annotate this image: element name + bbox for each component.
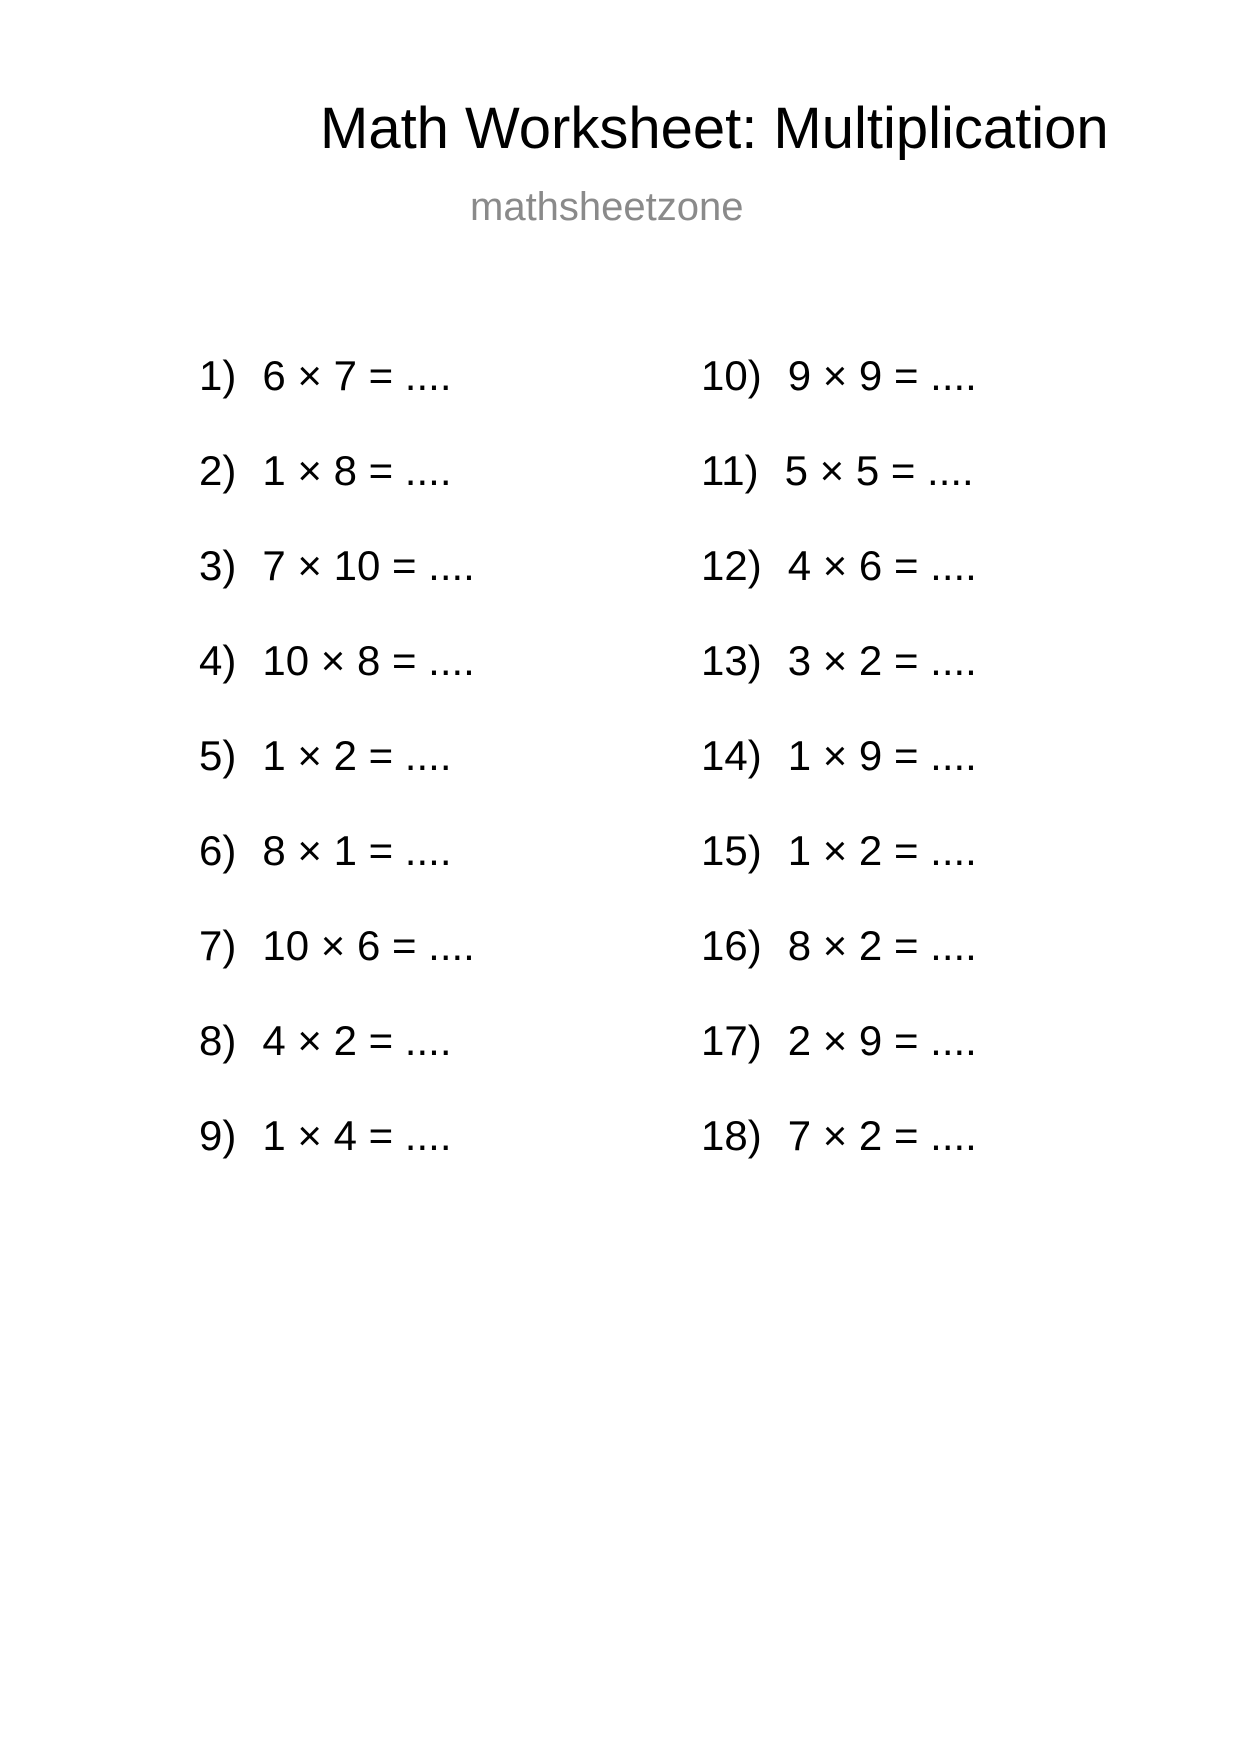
problem-expression: 5 × 5 = .... [784, 447, 974, 494]
problem-4 [199, 633, 475, 728]
problem-expression: 10 × 6 = .... [262, 922, 475, 969]
problem-7 [199, 918, 475, 1013]
problem-8 [199, 1013, 475, 1108]
problem-5 [199, 728, 475, 823]
problem-column-right [701, 348, 977, 1203]
problem-number: 15) [701, 827, 762, 874]
problem-number: 4) [199, 637, 237, 684]
page-title: Math Worksheet: Multiplication [320, 96, 1109, 161]
problem-6 [199, 823, 475, 918]
problem-number: 11) [701, 447, 759, 494]
problem-expression: 4 × 2 = .... [262, 1017, 452, 1064]
problem-number: 12) [701, 542, 762, 589]
problem-number: 17) [701, 1017, 762, 1064]
problem-expression: 7 × 2 = .... [787, 1112, 977, 1159]
problem-expression: 1 × 2 = .... [787, 827, 977, 874]
problem-number: 16) [701, 922, 762, 969]
problem-expression: 1 × 9 = .... [787, 732, 977, 779]
problem-expression: 1 × 8 = .... [262, 447, 452, 494]
problem-expression: 8 × 2 = .... [787, 922, 977, 969]
problem-16 [701, 918, 977, 1013]
problem-3 [199, 538, 475, 633]
problem-17 [701, 1013, 977, 1108]
problem-10 [701, 348, 977, 443]
problem-expression: 8 × 1 = .... [262, 827, 452, 874]
problem-expression: 6 × 7 = .... [262, 352, 452, 399]
problem-expression: 3 × 2 = .... [787, 637, 977, 684]
problem-12 [701, 538, 977, 633]
problem-number: 10) [701, 352, 762, 399]
problem-number: 9) [199, 1112, 237, 1159]
problem-18 [701, 1108, 977, 1203]
problem-expression: 2 × 9 = .... [787, 1017, 977, 1064]
problem-expression: 1 × 4 = .... [262, 1112, 452, 1159]
page-subtitle: mathsheetzone [470, 185, 744, 229]
problem-expression: 1 × 2 = .... [262, 732, 452, 779]
problem-number: 3) [199, 542, 237, 589]
problem-14 [701, 728, 977, 823]
problem-expression: 4 × 6 = .... [787, 542, 977, 589]
problem-1 [199, 348, 475, 443]
problem-number: 18) [701, 1112, 762, 1159]
problem-number: 1) [199, 352, 237, 399]
problem-expression: 10 × 8 = .... [262, 637, 475, 684]
problem-number: 14) [701, 732, 762, 779]
problem-2 [199, 443, 475, 538]
problem-column-left [199, 348, 475, 1203]
problem-number: 7) [199, 922, 237, 969]
problem-number: 2) [199, 447, 237, 494]
problem-9 [199, 1108, 475, 1203]
problem-expression: 7 × 10 = .... [262, 542, 475, 589]
problem-number: 13) [701, 637, 762, 684]
problem-11 [701, 443, 977, 538]
problem-number: 8) [199, 1017, 237, 1064]
problem-expression: 9 × 9 = .... [787, 352, 977, 399]
problem-number: 6) [199, 827, 237, 874]
problem-number: 5) [199, 732, 237, 779]
problem-15 [701, 823, 977, 918]
problem-13 [701, 633, 977, 728]
